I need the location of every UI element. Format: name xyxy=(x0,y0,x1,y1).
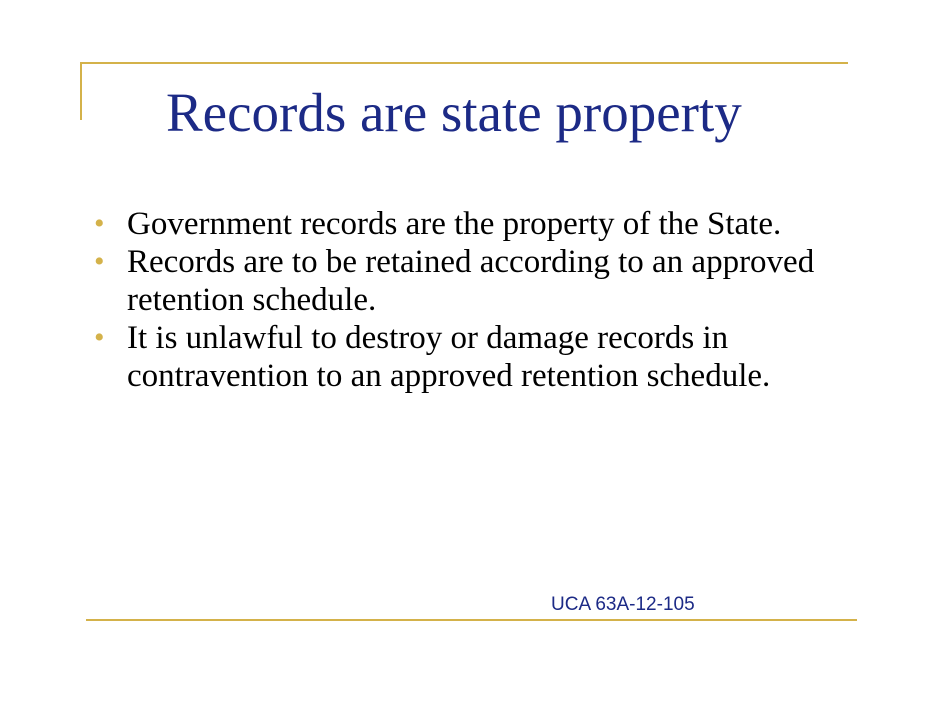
bullet-text: Government records are the property of the State. xyxy=(127,206,782,242)
citation-reference: UCA 63A-12-105 xyxy=(551,594,695,615)
bullet-item xyxy=(90,243,850,319)
frame-left-rule xyxy=(80,62,82,120)
bullet-item xyxy=(90,205,850,243)
bullet-text: It is unlawful to destroy or damage records in contravention to an approved retention schedule. xyxy=(127,320,771,394)
bullet-item xyxy=(90,319,850,395)
bullet-icon: • xyxy=(94,207,105,240)
bullet-icon: • xyxy=(94,245,105,278)
bullet-text: Records are to be retained according to an approved retention schedule. xyxy=(127,244,815,318)
frame-bottom-rule xyxy=(86,619,857,621)
frame-top-rule xyxy=(80,62,848,64)
bullet-icon: • xyxy=(94,321,105,354)
slide-title: Records are state property xyxy=(166,82,742,143)
bullet-list xyxy=(90,205,850,395)
